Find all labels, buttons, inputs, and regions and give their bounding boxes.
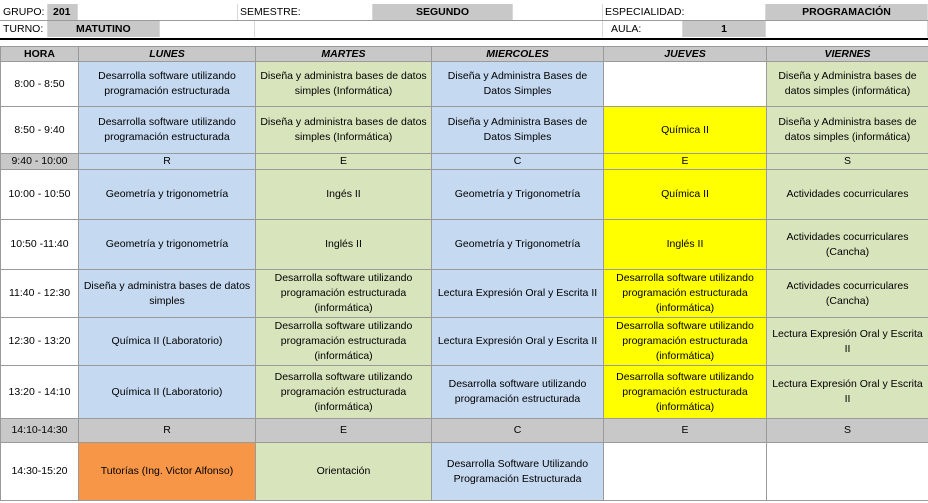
- class-cell: Desarrolla software utilizando programación estructurada (informática): [604, 318, 767, 366]
- schedule-row: [1, 170, 928, 220]
- class-cell: E: [256, 419, 432, 443]
- class-cell: Lectura Expresión Oral y Escrita II: [767, 318, 928, 366]
- grupo-label: GRUPO:: [0, 4, 48, 20]
- hour-cell: 14:30-15:20: [1, 443, 79, 501]
- class-cell: C: [432, 154, 604, 170]
- class-cell: C: [432, 419, 604, 443]
- schedule-row: [1, 318, 928, 366]
- especialidad-value: PROGRAMACIÓN: [766, 4, 928, 20]
- class-cell: Diseña y administra bases de datos simples (Informática): [256, 107, 432, 154]
- col-viernes: VIERNES: [767, 47, 928, 62]
- col-martes: MARTES: [256, 47, 432, 62]
- class-cell: Diseña y Administra bases de datos simples (informática): [767, 107, 928, 154]
- class-cell: Desarrolla Software Utilizando Programación Estructurada: [432, 443, 604, 501]
- class-cell: Orientación: [256, 443, 432, 501]
- hour-cell: 8:50 - 9:40: [1, 107, 79, 154]
- class-cell: Química II: [604, 170, 767, 220]
- class-cell: Desarrolla software utilizando programación estructurada: [79, 62, 256, 107]
- class-cell: Actividades cocurriculares (Cancha): [767, 270, 928, 318]
- class-cell: Desarrolla software utilizando programación estructurada: [79, 107, 256, 154]
- class-cell: Desarrolla software utilizando programación estructurada (informática): [256, 366, 432, 419]
- class-cell: Desarrolla software utilizando programación estructurada: [432, 366, 604, 419]
- hour-cell: 14:10-14:30: [1, 419, 79, 443]
- header-blank-4: [255, 21, 603, 37]
- class-cell: Ingés II: [256, 170, 432, 220]
- header-blank-2: [513, 4, 603, 20]
- class-cell: S: [767, 154, 928, 170]
- col-miercoles: MIERCOLES: [432, 47, 604, 62]
- aula-value: 1: [683, 21, 766, 37]
- schedule-row: [1, 270, 928, 318]
- col-hora: HORA: [1, 47, 79, 62]
- class-cell: Lectura Expresión Oral y Escrita II: [432, 318, 604, 366]
- schedule-row: [1, 62, 928, 107]
- header-blank-1: [78, 4, 238, 20]
- class-cell: Desarrolla software utilizando programación estructurada (informática): [256, 318, 432, 366]
- class-cell: [604, 443, 767, 501]
- class-cell: Diseña y administra bases de datos simples: [79, 270, 256, 318]
- schedule-row: [1, 443, 928, 501]
- hour-cell: 8:00 - 8:50: [1, 62, 79, 107]
- hour-cell: 11:40 - 12:30: [1, 270, 79, 318]
- turno-value: MATUTINO: [48, 21, 160, 37]
- schedule-row: [1, 366, 928, 419]
- grupo-value: 201: [48, 4, 78, 20]
- class-cell: Inglés II: [256, 220, 432, 270]
- class-cell: Desarrolla software utilizando programación estructurada (informática): [604, 366, 767, 419]
- hour-cell: 13:20 - 14:10: [1, 366, 79, 419]
- schedule-row: [1, 154, 928, 170]
- schedule-table: [0, 46, 928, 501]
- schedule-row: [1, 107, 928, 154]
- hour-cell: 10:00 - 10:50: [1, 170, 79, 220]
- class-cell: [767, 443, 928, 501]
- hour-cell: 10:50 -11:40: [1, 220, 79, 270]
- class-cell: Diseña y Administra Bases de Datos Simples: [432, 62, 604, 107]
- class-cell: Tutorías (Ing. Victor Alfonso): [79, 443, 256, 501]
- class-cell: Geometría y Trigonometría: [432, 170, 604, 220]
- class-cell: Diseña y Administra bases de datos simples (informática): [767, 62, 928, 107]
- class-cell: R: [79, 154, 256, 170]
- class-cell: Química II: [604, 107, 767, 154]
- class-cell: Geometría y trigonometría: [79, 220, 256, 270]
- hour-cell: 12:30 - 13:20: [1, 318, 79, 366]
- class-cell: Química II (Laboratorio): [79, 318, 256, 366]
- class-cell: Inglés II: [604, 220, 767, 270]
- header-row: [1, 47, 928, 62]
- col-lunes: LUNES: [79, 47, 256, 62]
- class-cell: Actividades cocurriculares: [767, 170, 928, 220]
- hour-cell: 9:40 - 10:00: [1, 154, 79, 170]
- schedule-row: [1, 220, 928, 270]
- turno-label: TURNO:: [0, 21, 48, 37]
- especialidad-label: ESPECIALIDAD:: [603, 4, 766, 20]
- header-row-1: [0, 4, 928, 20]
- class-cell: R: [79, 419, 256, 443]
- semestre-value: SEGUNDO: [373, 4, 513, 20]
- col-jueves: JUEVES: [604, 47, 767, 62]
- class-cell: E: [256, 154, 432, 170]
- schedule-row: [1, 419, 928, 443]
- header-thick-border: [0, 38, 928, 40]
- header-row-2: [0, 21, 928, 37]
- class-cell: Lectura Expresión Oral y Escrita II: [767, 366, 928, 419]
- class-cell: Diseña y Administra Bases de Datos Simples: [432, 107, 604, 154]
- class-cell: Geometría y trigonometría: [79, 170, 256, 220]
- aula-label: AULA:: [603, 21, 683, 37]
- class-cell: Desarrolla software utilizando programación estructurada (informática): [604, 270, 767, 318]
- header-blank-3: [160, 21, 255, 37]
- class-cell: Desarrolla software utilizando programación estructurada (informática): [256, 270, 432, 318]
- class-cell: S: [767, 419, 928, 443]
- class-cell: E: [604, 419, 767, 443]
- class-cell: [604, 62, 767, 107]
- class-cell: Diseña y administra bases de datos simples (Informática): [256, 62, 432, 107]
- class-cell: Geometría y Trigonometría: [432, 220, 604, 270]
- semestre-label: SEMESTRE:: [238, 4, 373, 20]
- header-blank-5: [766, 21, 928, 37]
- class-cell: Actividades cocurriculares (Cancha): [767, 220, 928, 270]
- class-cell: E: [604, 154, 767, 170]
- class-cell: Química II (Laboratorio): [79, 366, 256, 419]
- class-cell: Lectura Expresión Oral y Escrita II: [432, 270, 604, 318]
